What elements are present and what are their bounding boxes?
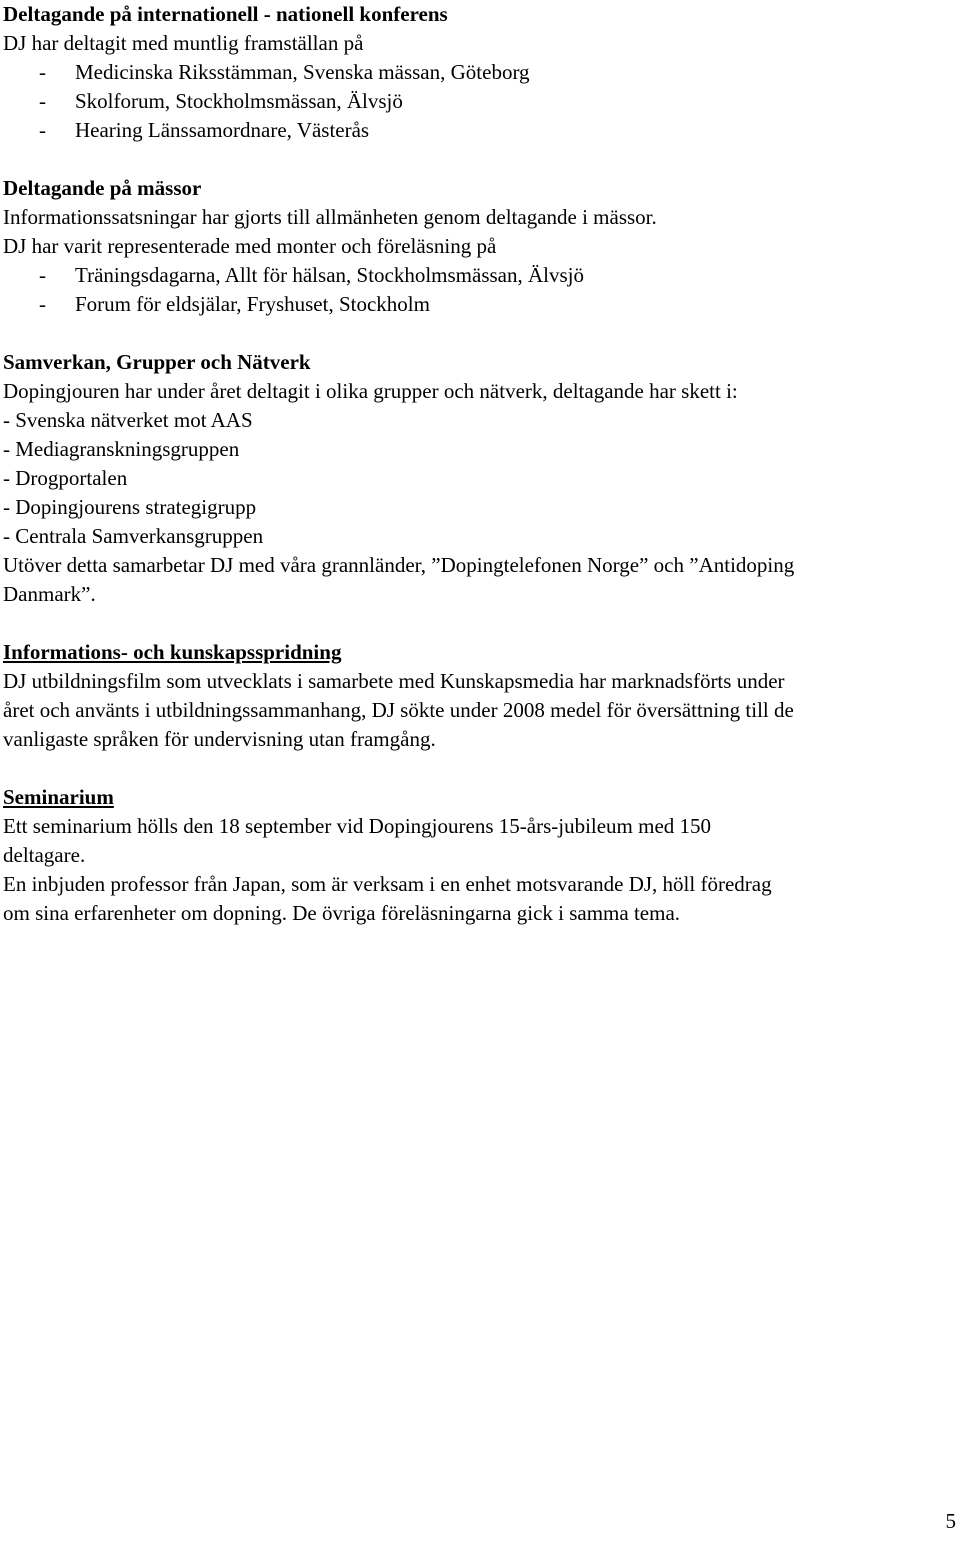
section-gap: [3, 754, 958, 783]
fairs-item-text: Forum för eldsjälar, Fryshuset, Stockholm: [75, 292, 430, 316]
list-dash: -: [39, 118, 46, 142]
knowledge-text: året och använts i utbildningssammanhang, DJ sökte under 2008 medel för översättning till de: [3, 698, 794, 722]
knowledge-text: vanligaste språken för undervisning utan framgång.: [3, 727, 436, 751]
section-gap: [3, 319, 958, 348]
fairs-heading: Deltagande på mässor: [3, 176, 202, 200]
seminar-text: om sina erfarenheter om dopning. De övriga föreläsningarna gick i samma tema.: [3, 901, 681, 925]
page-number: 5: [945, 1509, 956, 1533]
network-intro: Dopingjouren har under året deltagit i olika grupper och nätverk, deltagande har skett i:: [3, 379, 738, 403]
conference-list-item: [3, 58, 958, 87]
seminar-text: deltagare.: [3, 843, 86, 867]
knowledge-heading: [3, 638, 958, 667]
conference-intro: DJ har deltagit med muntlig framställan på: [3, 31, 364, 55]
network-outro: Utöver detta samarbetar DJ med våra grannländer, ”Dopingtelefonen Norge” och ”Antidoping: [3, 553, 795, 577]
fairs-item-text: Träningsdagarna, Allt för hälsan, Stockholmsmässan, Älvsjö: [75, 263, 585, 287]
seminar-heading: [3, 783, 958, 812]
fairs-text: DJ har varit representerade med monter och föreläsning på: [3, 234, 497, 258]
conference-heading: Deltagande på internationell - nationell konferens: [3, 2, 448, 26]
network-outro: Danmark”.: [3, 582, 96, 606]
list-dash: -: [39, 60, 46, 84]
fairs-text: Informationssatsningar har gjorts till allmänheten genom deltagande i mässor.: [3, 205, 657, 229]
network-list-item: - Drogportalen: [3, 466, 128, 490]
list-dash: -: [39, 89, 46, 113]
network-list-item: - Centrala Samverkansgruppen: [3, 524, 264, 548]
document-page: [3, 0, 958, 928]
conference-item-text: Hearing Länssamordnare, Västerås: [75, 118, 370, 142]
list-dash: -: [39, 263, 46, 287]
network-list-item: - Dopingjourens strategigrupp: [3, 495, 257, 519]
fairs-list-item: [3, 290, 958, 319]
seminar-text: En inbjuden professor från Japan, som är verksam i en enhet motsvarande DJ, höll föredrag: [3, 872, 772, 896]
network-list-item: - Svenska nätverket mot AAS: [3, 408, 253, 432]
knowledge-heading-text: Informations- och kunskapsspridning: [3, 640, 342, 664]
seminar-text: Ett seminarium hölls den 18 september vid Dopingjourens 15-års-jubileum med 150: [3, 814, 712, 838]
network-list-item: - Mediagranskningsgruppen: [3, 437, 240, 461]
conference-list-item: [3, 87, 958, 116]
conference-list-item: [3, 116, 958, 145]
knowledge-text: DJ utbildningsfilm som utvecklats i samarbete med Kunskapsmedia har marknadsförts under: [3, 669, 785, 693]
conference-item-text: Skolforum, Stockholmsmässan, Älvsjö: [75, 89, 403, 113]
network-heading: Samverkan, Grupper och Nätverk: [3, 350, 311, 374]
section-gap: [3, 609, 958, 638]
section-gap: [3, 145, 958, 174]
seminar-heading-text: Seminarium: [3, 785, 114, 809]
list-dash: -: [39, 292, 46, 316]
conference-item-text: Medicinska Riksstämman, Svenska mässan, Göteborg: [75, 60, 530, 84]
fairs-list-item: [3, 261, 958, 290]
